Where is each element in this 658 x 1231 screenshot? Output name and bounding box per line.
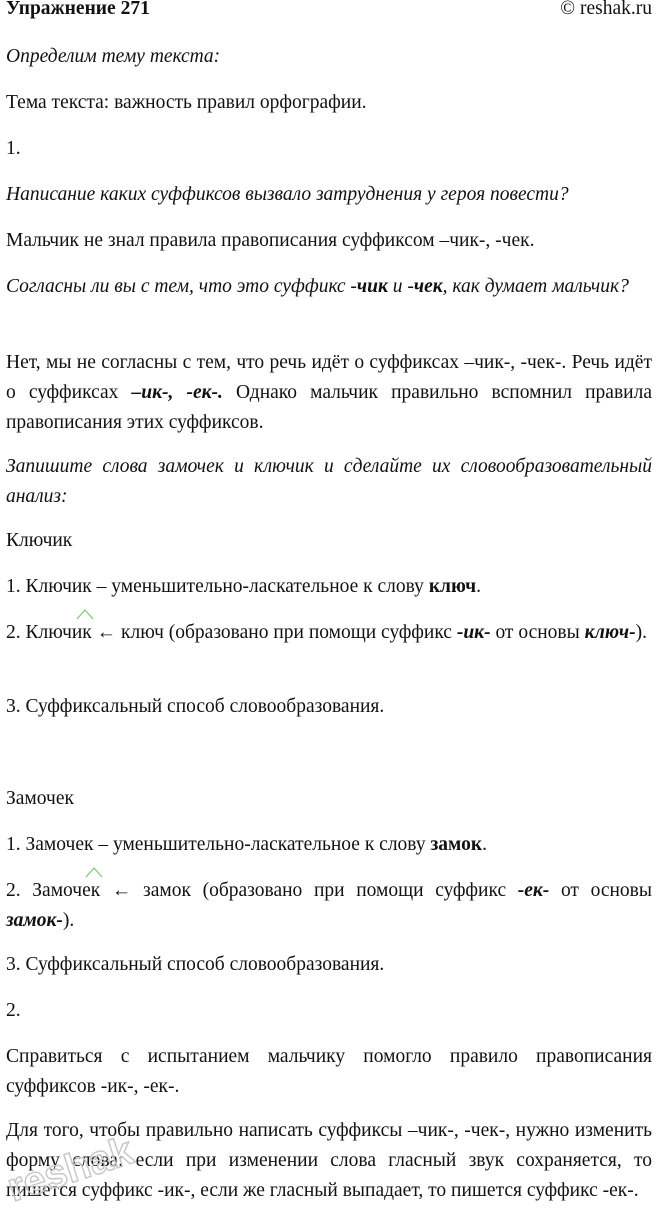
section2-paragraph-1: Справиться с испытанием мальчику помогло правило правописания суффиксов -ик-, -ек-. — [6, 1046, 652, 1097]
suffix-chek: чек — [413, 276, 443, 297]
suffix-arc-icon — [85, 866, 103, 878]
section-number-2: 2. — [6, 1000, 21, 1021]
section2-paragraph-2: Для того, чтобы правильно написать суффиксы –чик-, -чек-, нужно изменить форму слова: если при изменении слова гласный звук сохраняется, то пишется суффикс -ик-, если же гласный выпадает, то пишется суффикс -ек-. — [6, 1120, 652, 1201]
root-word-zamok: замок — [430, 834, 483, 855]
stem-zamok: замок- — [6, 910, 63, 931]
question-2: Согласны ли вы с тем, что это суффикс -чик и -чек, как думает мальчик? — [6, 276, 629, 297]
svg-text:reshak: reshak — [2, 1128, 139, 1211]
suffixes-ik-ek: –ик-, -ек-. — [131, 382, 223, 403]
suffix-mark-ik: ик — [72, 618, 92, 648]
header — [0, 0, 658, 24]
root-word-kluch: ключ — [428, 576, 477, 597]
stem-kluch: ключ- — [584, 622, 636, 643]
question-3: Запишите слова замочек и ключик и сделайте их словообразовательный анализ: — [6, 456, 652, 507]
answer-2: Нет, мы не согласны с тем, что речь идёт о суффиксах –чик-, -чек-. Речь идёт о суффиксах –ик-, -ек-. Однако мальчик правильно вспомнил правила правописания этих суффиксов. — [6, 352, 652, 433]
kluchik-line-3: 3. Суффиксальный способ словообразования. — [6, 696, 385, 717]
zamochek-line-1: 1. Замочек – уменьшительно-ласкательное к слову замок. — [6, 834, 487, 855]
suffix-mark-ek: ек — [82, 876, 100, 906]
zamochek-line-2: 2. Замоч ек ← замок (образовано при помощи суффикс -ек- от основы замок-). — [6, 876, 652, 936]
section-number-1: 1. — [6, 138, 21, 159]
word-title-kluchik: Ключик — [6, 530, 73, 551]
theme-prompt: Определим тему текста: — [6, 46, 221, 67]
kluchik-line-2: 2. Ключ ик ← ключ (образовано при помощи суффикс -ик- от основы ключ-). — [6, 618, 652, 648]
kluchik-line-1: 1. Ключик – уменьшительно-ласкательное к слову ключ. — [6, 576, 482, 597]
answer-1: Мальчик не знал правила правописания суффиксом –чик-, -чек. — [6, 230, 535, 251]
suffix-chik: чик — [356, 276, 388, 297]
suffix-ek: -ек- — [517, 880, 550, 901]
suffix-arc-icon — [76, 608, 94, 620]
zamochek-line-3: 3. Суффиксальный способ словообразования. — [6, 954, 385, 975]
word-title-zamochek: Замочек — [6, 788, 74, 809]
question-1: Написание каких суффиксов вызвало затруднения у героя повести? — [6, 184, 569, 205]
suffix-ik: -ик- — [456, 622, 491, 643]
exercise-title: Упражнение 271 — [6, 0, 150, 19]
site-credit: © reshak.ru — [560, 0, 652, 19]
theme-answer: Тема текста: важность правил орфографии. — [6, 92, 367, 113]
